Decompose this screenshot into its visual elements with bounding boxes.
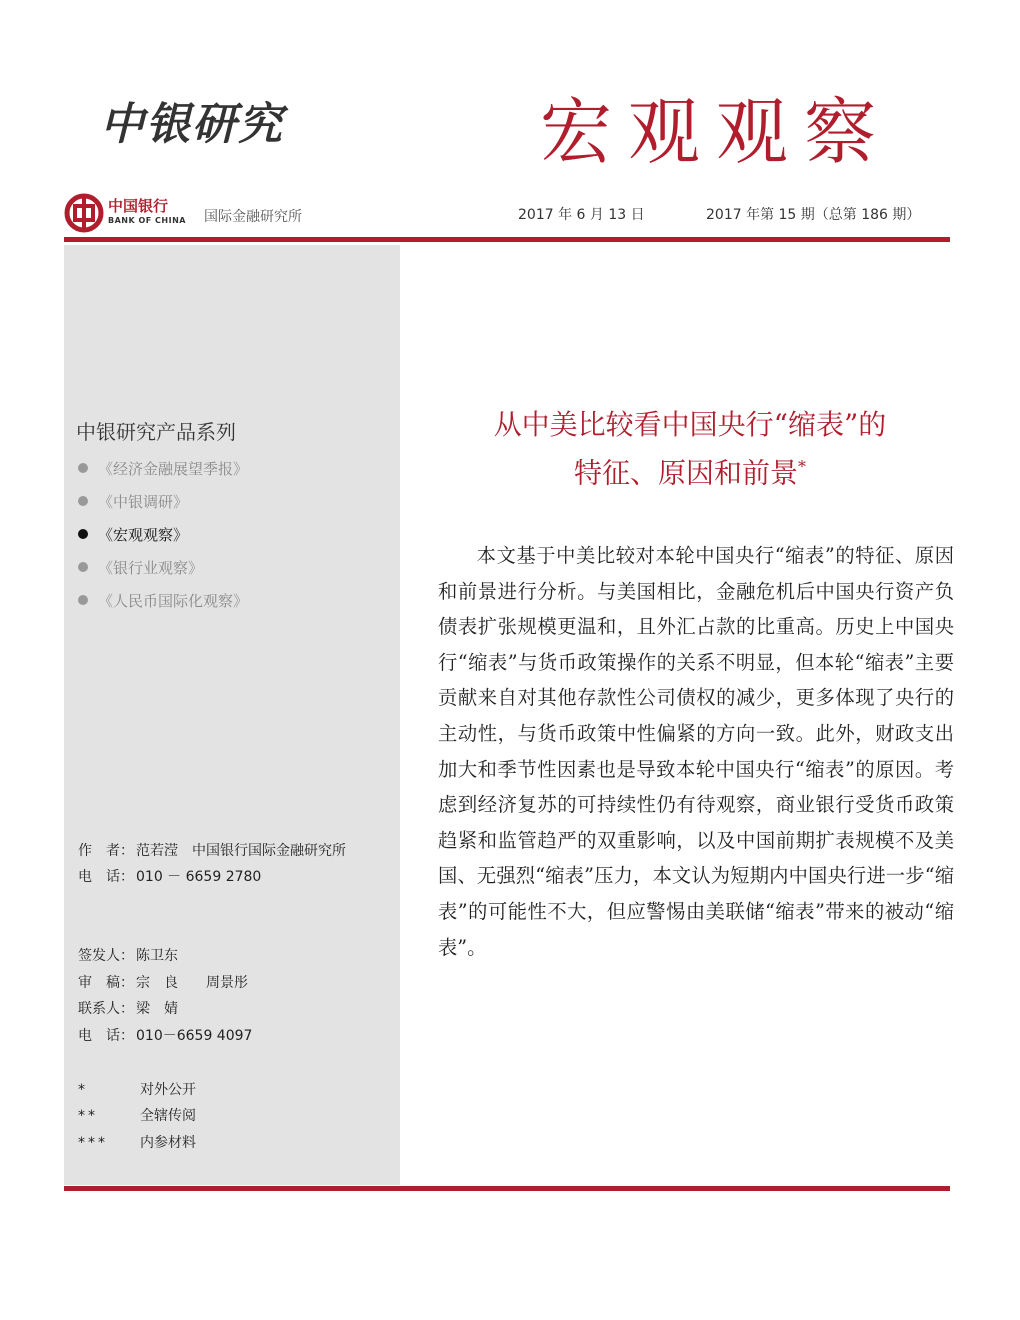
phone-value: 010 － 6659 2780 xyxy=(136,869,262,885)
contact-value: 梁 婧 xyxy=(136,1001,178,1017)
author-value: 范若滢 中国银行国际金融研究所 xyxy=(136,843,346,859)
brand-calligraphy-logo: 中银研究 xyxy=(100,99,284,150)
access-stars: *** xyxy=(78,1135,108,1151)
top-red-rule xyxy=(64,237,950,242)
phone-value: 010－6659 4097 xyxy=(136,1028,253,1044)
series-item-label: 《中银调研》 xyxy=(98,493,189,511)
contact-label: 联系人： xyxy=(78,1001,134,1017)
access-level xyxy=(78,1105,196,1125)
series-item xyxy=(78,590,248,611)
institute-name: 国际金融研究所 xyxy=(204,209,302,225)
signer-value: 陈卫东 xyxy=(136,948,178,964)
access-level xyxy=(78,1079,196,1099)
article-title xyxy=(430,404,950,494)
author-line xyxy=(78,840,346,860)
series-item-label: 《宏观观察》 xyxy=(98,526,189,544)
article-abstract: 本文基于中美比较对本轮中国央行“缩表”的特征、原因和前景进行分析。与美国相比，金融危机后中国央行资产负债表扩张规模更温和，且外汇占款的比重高。历史上中国央行“缩表”与货币政策操作的关系不明显，但本轮“缩表”主要贡献来自对其他存款性公司债权的减少，更多体现了央行的主动性，与货币政策中性偏紧的方向一致。此外，财政支出加大和季节性因素也是导致本轮中国央行“缩表”的原因。考虑到经济复苏的可持续性仍有待观察，商业银行受货币政策趋紧和监管趋严的双重影响，以及中国前期扩表规模不及美国、无强烈“缩表”压力，本文认为短期内中国央行进一步“缩表”的可能性不大，但应警惕由美联储“缩表”带来的被动“缩表”。 xyxy=(438,544,954,959)
reviewer-line xyxy=(78,972,248,992)
article-title-line1: 从中美比较看中国央行“缩表”的 xyxy=(493,408,887,441)
article-title-line2 xyxy=(430,446,950,494)
series-item-label: 《人民币国际化观察》 xyxy=(98,592,249,610)
access-label: 全辖传阅 xyxy=(140,1108,196,1124)
series-item-label: 《银行业观察》 xyxy=(98,559,204,577)
reviewer-value: 宗 良 周景彤 xyxy=(136,975,248,991)
series-item-label: 《经济金融展望季报》 xyxy=(98,460,249,478)
contact-phone-line xyxy=(78,1025,252,1045)
phone-label: 电 话： xyxy=(78,1028,134,1044)
series-item-active xyxy=(78,524,188,545)
phone-label: 电 话： xyxy=(78,869,134,885)
series-heading: 中银研究产品系列 xyxy=(76,420,236,444)
author-phone-line xyxy=(78,866,261,886)
access-label: 内参材料 xyxy=(140,1135,196,1151)
bottom-red-rule xyxy=(64,1186,950,1191)
series-item xyxy=(78,491,188,512)
boc-logo-cn: 中国银行 xyxy=(108,197,169,215)
access-level xyxy=(78,1132,196,1152)
boc-logo-icon xyxy=(64,193,104,233)
series-item xyxy=(78,458,248,479)
issue-number: 2017 年第 15 期（总第 186 期） xyxy=(706,207,921,223)
bullet-icon xyxy=(78,463,88,473)
footnote-mark: * xyxy=(798,457,806,476)
signer-line xyxy=(78,945,178,965)
article-title-line2-text: 特征、原因和前景 xyxy=(573,456,798,490)
boc-logo-en: BANK OF CHINA xyxy=(108,216,186,225)
bullet-icon xyxy=(78,562,88,572)
contact-line xyxy=(78,998,178,1018)
access-stars: ** xyxy=(78,1108,98,1124)
publication-date: 2017 年 6 月 13 日 xyxy=(518,207,645,223)
author-label: 作 者： xyxy=(78,843,134,859)
reviewer-label: 审 稿： xyxy=(78,975,134,991)
series-title: 宏观观察 xyxy=(540,90,893,174)
signer-label: 签发人： xyxy=(78,948,134,964)
bullet-icon xyxy=(78,529,88,539)
bullet-icon xyxy=(78,496,88,506)
access-label: 对外公开 xyxy=(140,1082,196,1098)
access-stars: * xyxy=(78,1082,88,1098)
bullet-icon xyxy=(78,595,88,605)
series-item xyxy=(78,557,203,578)
